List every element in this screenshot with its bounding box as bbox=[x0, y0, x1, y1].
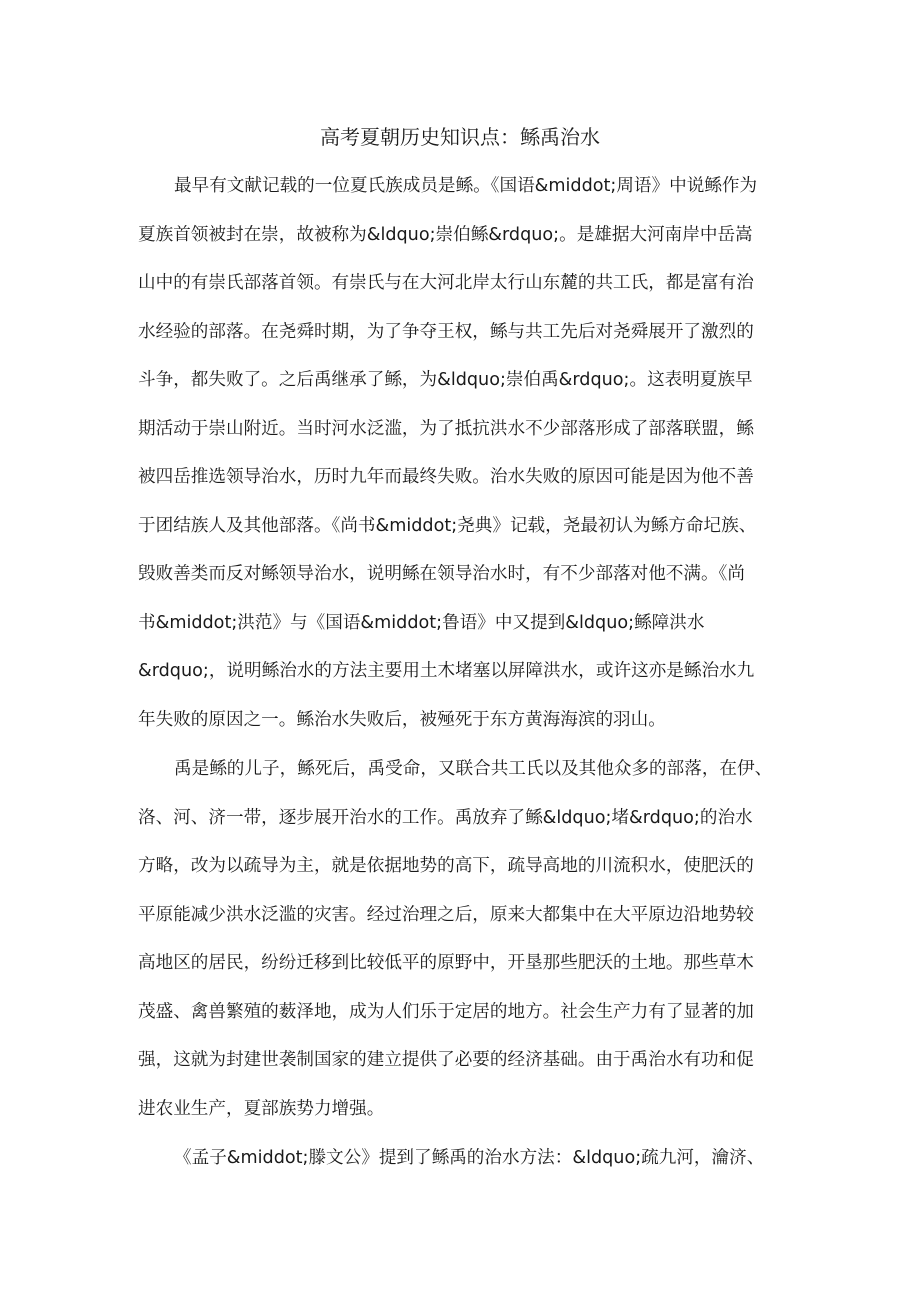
paragraph-line: 水经验的部落。在尧舜时期，为了争夺王权，鲧与共工先后对尧舜展开了激烈的 bbox=[138, 321, 754, 342]
paragraph-line: 高地区的居民，纷纷迁移到比较低平的原野中，开垦那些肥沃的土地。那些草木 bbox=[138, 953, 754, 973]
paragraph-line: 夏族首领被封在崇，故被称为&ldquo;崇伯鲧&rdquo;。是雄据大河南岸中岳嵩 bbox=[138, 224, 753, 245]
paragraph-line: 期活动于崇山附近。当时河水泛滥，为了抵抗洪水不少部落形成了部落联盟，鲧 bbox=[138, 418, 754, 439]
paragraph-line: 被四岳推选领导治水，历时九年而最终失败。治水失败的原因可能是因为他不善 bbox=[138, 467, 754, 487]
paragraph-line: 毁败善类而反对鲧领导治水，说明鲧在领导治水时，有不少部落对他不满。《尚 bbox=[138, 564, 745, 584]
paragraph-line: 洛、河、济一带，逐步展开治水的工作。禹放弃了鲧&ldquo;堵&rdquo;的治水 bbox=[138, 807, 753, 828]
paragraph-line: &rdquo;，说明鲧治水的方法主要用土木堵塞以屏障洪水，或许这亦是鲧治水九 bbox=[138, 661, 755, 681]
paragraph-line: 最早有文献记载的一位夏氏族成员是鲧。《国语&middot;周语》中说鲧作为 bbox=[174, 176, 758, 196]
paragraph-line: 进农业生产，夏部族势力增强。 bbox=[138, 1098, 385, 1119]
paragraph-2 bbox=[138, 745, 798, 1133]
paragraph-line: 禹是鲧的儿子，鲧死后，禹受命，又联合共工氏以及其他众多的部落，在伊、 bbox=[174, 759, 773, 779]
paragraph-3 bbox=[138, 1134, 798, 1183]
paragraph-line: 平原能减少洪水泛滥的灾害。经过治理之后，原来大都集中在大平原边沿地势较 bbox=[138, 904, 754, 925]
paragraph-line: 《孟子&middot;滕文公》提到了鲧禹的治水方法：&ldquo;疏九河，瀹济、 bbox=[174, 1148, 765, 1168]
paragraph-line: 于团结族人及其他部落。《尚书&middot;尧典》记载，尧最初认为鲧方命圮族、 bbox=[138, 515, 757, 536]
paragraph-line: 书&middot;洪范》与《国语&middot;鲁语》中又提到&ldquo;鲧障洪水 bbox=[138, 612, 705, 633]
paragraph-line: 方略，改为以疏导为主，就是依据地势的高下，疏导高地的川流积水，使肥沃的 bbox=[138, 856, 754, 876]
paragraph-line: 年失败的原因之一。鲧治水失败后，被殛死于东方黄海海滨的羽山。 bbox=[138, 709, 666, 730]
paragraph-line: 山中的有崇氏部落首领。有崇氏与在大河北岸太行山东麓的共工氏，都是富有治 bbox=[138, 273, 754, 293]
paragraph-line: 茂盛、禽兽繁殖的薮泽地，成为人们乐于定居的地方。社会生产力有了显著的加 bbox=[138, 1001, 754, 1022]
paragraph-line: 强，这就为封建世袭制国家的建立提供了必要的经济基础。由于禹治水有功和促 bbox=[138, 1050, 754, 1070]
document-title: 高考夏朝历史知识点：鲧禹治水 bbox=[320, 125, 600, 149]
paragraph-1 bbox=[138, 162, 798, 744]
paragraph-line: 斗争，都失败了。之后禹继承了鲧，为&ldquo;崇伯禹&rdquo;。这表明夏族早 bbox=[138, 370, 753, 390]
